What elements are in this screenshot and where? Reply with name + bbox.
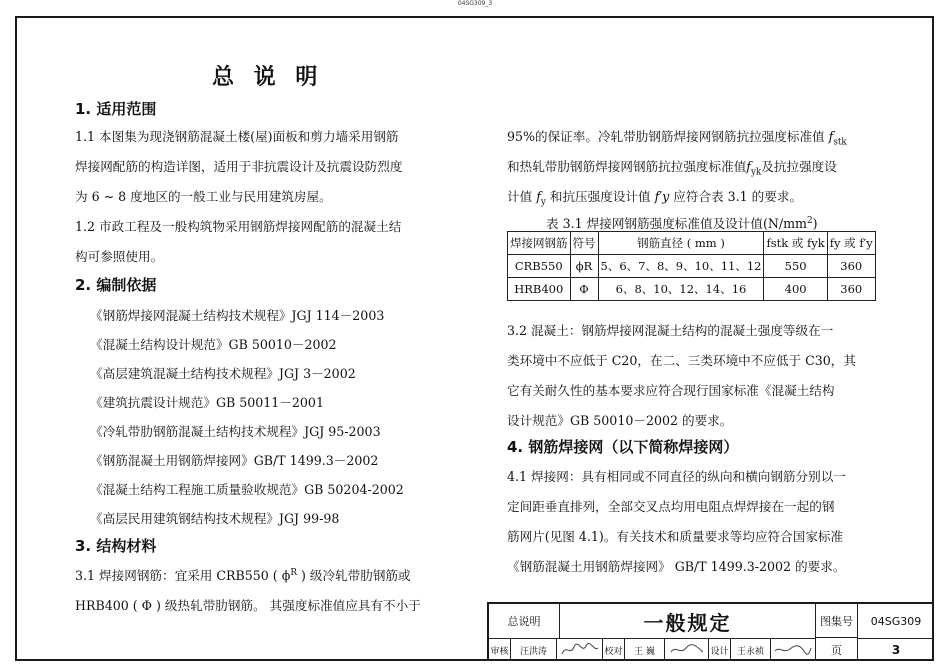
table-header-row — [508, 232, 876, 255]
atlas-number: 04SG309 — [870, 614, 922, 628]
table-cell: CRB550 — [508, 255, 571, 278]
table-cell: HRB400 — [508, 278, 571, 301]
reference-item: 《冷轧带肋钢筋混凝土结构技术规程》JGJ 95-2003 — [90, 424, 381, 439]
section-3-heading: 3. 结构材料 — [75, 537, 157, 555]
para-strength-line3: 计值 $f_y$ 和抗压强度设计值 f′y 应符合表 3.1 的要求。 — [507, 189, 803, 208]
reference-item: 《钢筋混凝土用钢筋焊接网》GB/T 1499.3－2002 — [90, 453, 379, 468]
review-signature — [557, 639, 603, 661]
page-number: 3 — [891, 643, 901, 657]
page-title: 总 说 明 — [212, 65, 324, 90]
proof-name: 王 巍 — [625, 639, 665, 661]
title-block-divider — [858, 638, 934, 639]
reference-item: 《高层建筑混凝土结构技术规程》JGJ 3－2002 — [90, 366, 356, 381]
design-signature — [771, 639, 816, 661]
section-4-heading: 4. 钢筋焊接网（以下简称焊接网） — [507, 438, 739, 456]
section-1-heading: 1. 适用范围 — [75, 100, 157, 118]
section-3-1-line1: 3.1 焊接网钢筋：宜采用 CRB550 ( $\phi^R$ ) 级冷轧带肋钢筋或 — [75, 567, 411, 583]
table-cell: Φ — [570, 278, 598, 301]
table-row — [508, 255, 876, 278]
review-name: 汪洪涛 — [511, 639, 557, 661]
page-label: 页 — [816, 637, 857, 661]
table-header-cell: 焊接网钢筋 — [508, 232, 571, 255]
title-block-atlas-col — [816, 604, 858, 661]
title-block-label: 总说明 — [489, 604, 560, 638]
reference-item: 《钢筋焊接网混凝土结构技术规程》JGJ 114－2003 — [90, 308, 385, 323]
section-3-1-line2: HRB400 ( Φ ) 级热轧带肋钢筋。 其强度标准值应具有不小于 — [75, 598, 421, 613]
table-cell: 400 — [764, 278, 827, 301]
table-caption: 表 3.1 焊接网钢筋强度标准值及设计值$(N/mm^2)$ — [546, 215, 818, 231]
reference-item: 《混凝土结构设计规范》GB 50010－2002 — [90, 337, 337, 352]
reference-item: 《高层民用建筑钢结构技术规程》JGJ 99-98 — [90, 511, 340, 526]
signature-mark — [560, 642, 600, 658]
table-cell: 360 — [827, 278, 875, 301]
header-code: 04SG309_3 — [457, 0, 493, 7]
signature-mark — [773, 642, 813, 658]
table-cell: ϕR — [570, 255, 598, 278]
para-strength-line1: 95%的保证率。冷轧带肋钢筋焊接网钢筋抗拉强度标准值 $f_{stk}$ — [507, 129, 847, 148]
table-cell: 5、6、7、8、9、10、11、12 — [598, 255, 764, 278]
table-header-cell: fstk 或 fyk — [764, 232, 827, 255]
title-block-main-title: 一般规定 — [560, 604, 816, 638]
section-2-heading: 2. 编制依据 — [75, 276, 157, 294]
title-block — [487, 602, 934, 661]
signature-mark — [668, 642, 706, 658]
atlas-label: 图集号 — [820, 614, 853, 628]
proof-label: 校对 — [603, 639, 625, 661]
design-label: 设计 — [709, 639, 731, 661]
reference-item: 《混凝土结构工程施工质量验收规范》GB 50204-2002 — [90, 482, 404, 497]
table-cell: 550 — [764, 255, 827, 278]
reference-item: 《建筑抗震设计规范》GB 50011－2001 — [90, 395, 324, 410]
table-cell: 360 — [827, 255, 875, 278]
proof-signature — [665, 639, 709, 661]
table-header-cell: 钢筋直径 ( mm ) — [598, 232, 764, 255]
para-strength-line2: 和热轧带肋钢筋焊接网钢筋抗拉强度标准值$f_{yk}$及抗拉强度设 — [507, 159, 837, 178]
table-header-cell: 符号 — [570, 232, 598, 255]
review-label: 审核 — [489, 639, 511, 661]
table-row — [508, 278, 876, 301]
strength-table — [507, 231, 876, 301]
table-cell: 6、8、10、12、14、16 — [598, 278, 764, 301]
table-header-cell: fy 或 f′y — [827, 232, 875, 255]
design-name: 王永祯 — [731, 639, 771, 661]
